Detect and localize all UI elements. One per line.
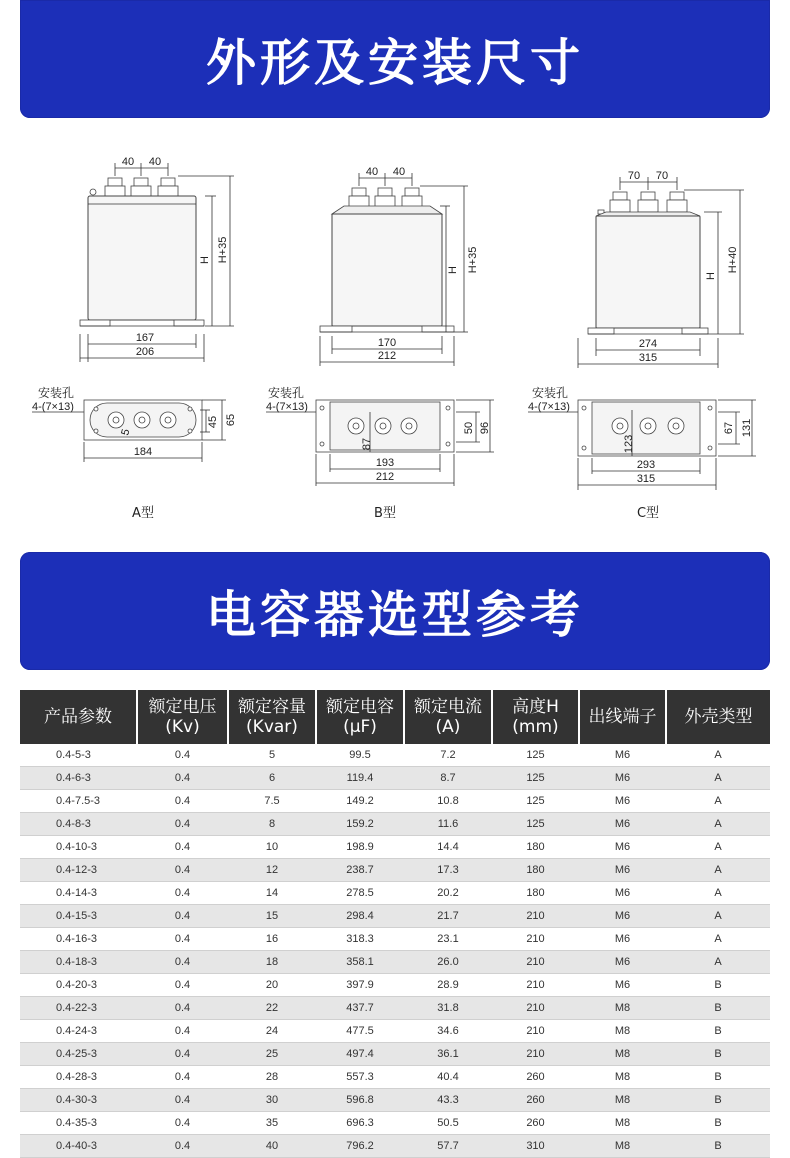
- table-cell: 696.3: [316, 1112, 404, 1135]
- a-bottom-h1: 45: [207, 415, 219, 429]
- table-cell: 0.4-7.5-3: [20, 790, 137, 813]
- column-header: [579, 690, 666, 744]
- b-height: H+35: [467, 246, 479, 274]
- table-row: [20, 1020, 770, 1043]
- table-cell: A: [666, 836, 770, 859]
- table-cell: 12: [228, 859, 316, 882]
- table-cell: 159.2: [316, 813, 404, 836]
- column-header-unit: (A): [435, 717, 461, 737]
- table-cell: 119.4: [316, 767, 404, 790]
- table-cell: 0.4: [137, 790, 228, 813]
- a-mount-hole-label: 安装孔: [38, 386, 75, 400]
- table-cell: 210: [492, 1043, 579, 1066]
- a-height: H+35: [217, 236, 229, 264]
- table-cell: 0.4: [137, 836, 228, 859]
- table-cell: M8: [579, 1066, 666, 1089]
- table-cell: 210: [492, 951, 579, 974]
- table-cell: 397.9: [316, 974, 404, 997]
- b-outer-width: 212: [377, 350, 397, 362]
- table-cell: 238.7: [316, 859, 404, 882]
- table-cell: 43.3: [404, 1089, 492, 1112]
- table-row: [20, 951, 770, 974]
- selection-reference-banner: [20, 552, 770, 670]
- column-header-unit: (mm): [512, 717, 559, 737]
- type-c-side-view: [578, 170, 744, 368]
- table-cell: A: [666, 882, 770, 905]
- table-cell: 24: [228, 1020, 316, 1043]
- table-cell: 0.4-16-3: [20, 928, 137, 951]
- capacitor-selection-table: [20, 690, 770, 1158]
- a-inner-width: 167: [135, 332, 155, 344]
- table-cell: 497.4: [316, 1043, 404, 1066]
- table-row: [20, 1066, 770, 1089]
- a-bottom-width: 184: [133, 446, 153, 458]
- type-b-label: B型: [374, 506, 396, 521]
- table-cell: 99.5: [316, 744, 404, 767]
- type-a-label: A型: [132, 506, 154, 521]
- table-cell: 0.4: [137, 882, 228, 905]
- table-cell: 21.7: [404, 905, 492, 928]
- c-pitch-1: 70: [627, 170, 641, 182]
- table-cell: 14: [228, 882, 316, 905]
- table-cell: 125: [492, 767, 579, 790]
- table-cell: 26.0: [404, 951, 492, 974]
- b-bottom-width-inner: 193: [375, 457, 395, 469]
- table-cell: 477.5: [316, 1020, 404, 1043]
- type-c-label: C型: [636, 506, 660, 521]
- table-cell: 16: [228, 928, 316, 951]
- table-cell: 0.4-24-3: [20, 1020, 137, 1043]
- table-cell: 0.4-18-3: [20, 951, 137, 974]
- table-cell: M8: [579, 1089, 666, 1112]
- table-cell: 22: [228, 997, 316, 1020]
- dimension-drawings: [0, 130, 790, 540]
- table-cell: 0.4: [137, 1135, 228, 1158]
- table-cell: 210: [492, 928, 579, 951]
- table-cell: M8: [579, 1135, 666, 1158]
- table-cell: A: [666, 767, 770, 790]
- table-row: [20, 1112, 770, 1135]
- column-header-label: 外壳类型: [684, 707, 753, 727]
- table-cell: 40: [228, 1135, 316, 1158]
- c-bottom-width-inner: 293: [636, 459, 656, 471]
- c-inner-width: 274: [638, 338, 658, 350]
- table-cell: 0.4-6-3: [20, 767, 137, 790]
- table-cell: M6: [579, 813, 666, 836]
- b-bottom-h1: 50: [463, 421, 475, 435]
- column-header: [666, 690, 770, 744]
- table-cell: 0.4: [137, 1043, 228, 1066]
- table-row: [20, 859, 770, 882]
- table-cell: M6: [579, 882, 666, 905]
- table-cell: 0.4: [137, 928, 228, 951]
- table-cell: 0.4-30-3: [20, 1089, 137, 1112]
- table-cell: B: [666, 1135, 770, 1158]
- table-cell: 40.4: [404, 1066, 492, 1089]
- table-row: [20, 1089, 770, 1112]
- table-cell: 0.4-40-3: [20, 1135, 137, 1158]
- table-cell: 18: [228, 951, 316, 974]
- table-cell: M6: [579, 859, 666, 882]
- table-cell: 8: [228, 813, 316, 836]
- table-cell: 437.7: [316, 997, 404, 1020]
- c-h: H: [705, 272, 717, 280]
- table-cell: 20: [228, 974, 316, 997]
- table-row: [20, 997, 770, 1020]
- column-header-label: 额定容量: [238, 697, 306, 717]
- table-cell: 0.4: [137, 1112, 228, 1135]
- a-bottom-h2: 65: [225, 413, 237, 427]
- table-cell: 10: [228, 836, 316, 859]
- table-cell: 0.4: [137, 744, 228, 767]
- table-cell: 0.4-15-3: [20, 905, 137, 928]
- table-cell: 260: [492, 1089, 579, 1112]
- table-cell: 57.7: [404, 1135, 492, 1158]
- table-cell: M6: [579, 974, 666, 997]
- table-cell: 557.3: [316, 1066, 404, 1089]
- table-row: [20, 882, 770, 905]
- column-header-label: 产品参数: [44, 707, 112, 727]
- table-cell: M8: [579, 997, 666, 1020]
- table-cell: 0.4-20-3: [20, 974, 137, 997]
- table-row: [20, 836, 770, 859]
- b-pitch-2: 40: [392, 166, 406, 178]
- table-cell: 20.2: [404, 882, 492, 905]
- type-b-side-view: [320, 166, 479, 366]
- table-body: [20, 744, 770, 1158]
- table-cell: 796.2: [316, 1135, 404, 1158]
- table-cell: 7.5: [228, 790, 316, 813]
- table-cell: 210: [492, 997, 579, 1020]
- type-a-bottom-view: [32, 385, 237, 521]
- table-cell: 5: [228, 744, 316, 767]
- table-cell: A: [666, 744, 770, 767]
- column-header: [228, 690, 316, 744]
- c-height: H+40: [727, 246, 739, 274]
- table-cell: 8.7: [404, 767, 492, 790]
- table-cell: M6: [579, 790, 666, 813]
- column-header-label: 出线端子: [588, 707, 657, 727]
- table-cell: 0.4-8-3: [20, 813, 137, 836]
- table-cell: 0.4-12-3: [20, 859, 137, 882]
- table-cell: 180: [492, 859, 579, 882]
- table-cell: 0.4: [137, 997, 228, 1020]
- table-cell: 125: [492, 790, 579, 813]
- outline-dimensions-banner: [20, 0, 770, 118]
- table-cell: 0.4-10-3: [20, 836, 137, 859]
- table-cell: B: [666, 1066, 770, 1089]
- table-cell: 17.3: [404, 859, 492, 882]
- table-cell: 260: [492, 1066, 579, 1089]
- table-cell: 125: [492, 813, 579, 836]
- table-header: [20, 690, 770, 744]
- table-cell: 23.1: [404, 928, 492, 951]
- table-cell: 15: [228, 905, 316, 928]
- table-cell: A: [666, 928, 770, 951]
- type-a-side-view: [80, 156, 234, 362]
- table-cell: 0.4-5-3: [20, 744, 137, 767]
- table-cell: A: [666, 951, 770, 974]
- table-row: [20, 767, 770, 790]
- column-header-label: 额定电压: [148, 697, 217, 717]
- table-cell: 180: [492, 836, 579, 859]
- c-bottom-inner: 123: [623, 434, 635, 454]
- table-cell: M6: [579, 744, 666, 767]
- table-cell: M6: [579, 928, 666, 951]
- a-radius: 5: [119, 427, 133, 437]
- banner-title: 电容器选型参考: [206, 586, 584, 644]
- table-cell: 34.6: [404, 1020, 492, 1043]
- table-cell: 50.5: [404, 1112, 492, 1135]
- table-cell: 0.4: [137, 767, 228, 790]
- table-cell: 7.2: [404, 744, 492, 767]
- table-cell: B: [666, 1089, 770, 1112]
- table-cell: 28.9: [404, 974, 492, 997]
- table-cell: 310: [492, 1135, 579, 1158]
- table-row: [20, 790, 770, 813]
- table-cell: 0.4: [137, 974, 228, 997]
- table-cell: 198.9: [316, 836, 404, 859]
- column-header-unit: (Kvar): [246, 717, 298, 737]
- column-header: [20, 690, 137, 744]
- banner-title: 外形及安装尺寸: [206, 34, 584, 92]
- table-row: [20, 744, 770, 767]
- b-bottom-inner: 87: [361, 437, 373, 451]
- table-cell: M8: [579, 1112, 666, 1135]
- table-cell: 0.4: [137, 905, 228, 928]
- table-cell: A: [666, 790, 770, 813]
- table-cell: 0.4: [137, 1089, 228, 1112]
- c-pitch-2: 70: [655, 170, 669, 182]
- table-cell: 596.8: [316, 1089, 404, 1112]
- table-cell: 25: [228, 1043, 316, 1066]
- b-bottom-width: 212: [375, 471, 395, 483]
- table-cell: 298.4: [316, 905, 404, 928]
- table-cell: 30: [228, 1089, 316, 1112]
- table-cell: M6: [579, 836, 666, 859]
- b-mount-hole-spec: 4-(7×13): [266, 401, 308, 413]
- column-header: [492, 690, 579, 744]
- table-cell: M6: [579, 951, 666, 974]
- column-header-label: 高度H: [512, 697, 559, 717]
- table-cell: M6: [579, 767, 666, 790]
- table-row: [20, 1043, 770, 1066]
- type-c-bottom-view: [528, 385, 756, 521]
- table-cell: B: [666, 1043, 770, 1066]
- column-header-unit: (μF): [343, 717, 377, 737]
- table-cell: A: [666, 859, 770, 882]
- table-cell: M8: [579, 1020, 666, 1043]
- table-cell: 0.4-25-3: [20, 1043, 137, 1066]
- column-header-label: 额定电流: [414, 697, 482, 717]
- table-cell: 210: [492, 1020, 579, 1043]
- c-bottom-width: 315: [636, 473, 656, 485]
- column-header: [316, 690, 404, 744]
- b-inner-width: 170: [377, 337, 397, 349]
- table-cell: 36.1: [404, 1043, 492, 1066]
- a-outer-width: 206: [135, 346, 155, 358]
- table-cell: 0.4: [137, 813, 228, 836]
- table-cell: 358.1: [316, 951, 404, 974]
- table-row: [20, 813, 770, 836]
- table-cell: B: [666, 997, 770, 1020]
- c-mount-hole-spec: 4-(7×13): [528, 401, 570, 413]
- table-cell: B: [666, 1020, 770, 1043]
- b-pitch-1: 40: [365, 166, 379, 178]
- table-cell: 0.4: [137, 951, 228, 974]
- table-cell: 11.6: [404, 813, 492, 836]
- b-mount-hole-label: 安装孔: [268, 386, 305, 400]
- a-pitch-1: 40: [121, 156, 135, 168]
- c-mount-hole-label: 安装孔: [532, 386, 569, 400]
- column-header-label: 额定电容: [326, 697, 394, 717]
- table-cell: 180: [492, 882, 579, 905]
- table-cell: A: [666, 905, 770, 928]
- a-pitch-2: 40: [148, 156, 162, 168]
- table-row: [20, 905, 770, 928]
- c-bottom-h2: 131: [741, 418, 753, 438]
- a-h: H: [199, 256, 211, 264]
- column-header-unit: (Kv): [165, 717, 200, 737]
- table-cell: 0.4-14-3: [20, 882, 137, 905]
- b-h: H: [447, 266, 459, 274]
- column-header: [404, 690, 492, 744]
- table-cell: 28: [228, 1066, 316, 1089]
- table-cell: 6: [228, 767, 316, 790]
- table-cell: 0.4: [137, 1020, 228, 1043]
- table-cell: 0.4-35-3: [20, 1112, 137, 1135]
- table-row: [20, 974, 770, 997]
- table-cell: 210: [492, 974, 579, 997]
- table-cell: 10.8: [404, 790, 492, 813]
- table-cell: 278.5: [316, 882, 404, 905]
- table-cell: 0.4: [137, 1066, 228, 1089]
- table-cell: 0.4-22-3: [20, 997, 137, 1020]
- table-cell: 0.4: [137, 859, 228, 882]
- table-cell: 0.4-28-3: [20, 1066, 137, 1089]
- table-cell: 260: [492, 1112, 579, 1135]
- table-cell: 149.2: [316, 790, 404, 813]
- type-b-bottom-view: [266, 385, 494, 521]
- table-cell: 35: [228, 1112, 316, 1135]
- table-cell: B: [666, 974, 770, 997]
- b-bottom-h2: 96: [479, 421, 491, 435]
- column-header: [137, 690, 228, 744]
- table-cell: B: [666, 1112, 770, 1135]
- table-row: [20, 1135, 770, 1158]
- c-outer-width: 315: [638, 352, 658, 364]
- table-cell: 318.3: [316, 928, 404, 951]
- table-cell: 210: [492, 905, 579, 928]
- c-bottom-h1: 67: [723, 421, 735, 435]
- table-cell: 31.8: [404, 997, 492, 1020]
- table-cell: 14.4: [404, 836, 492, 859]
- table-cell: M6: [579, 905, 666, 928]
- table-cell: M8: [579, 1043, 666, 1066]
- a-mount-hole-spec: 4-(7×13): [32, 401, 74, 413]
- table-cell: A: [666, 813, 770, 836]
- table-cell: 125: [492, 744, 579, 767]
- table-row: [20, 928, 770, 951]
